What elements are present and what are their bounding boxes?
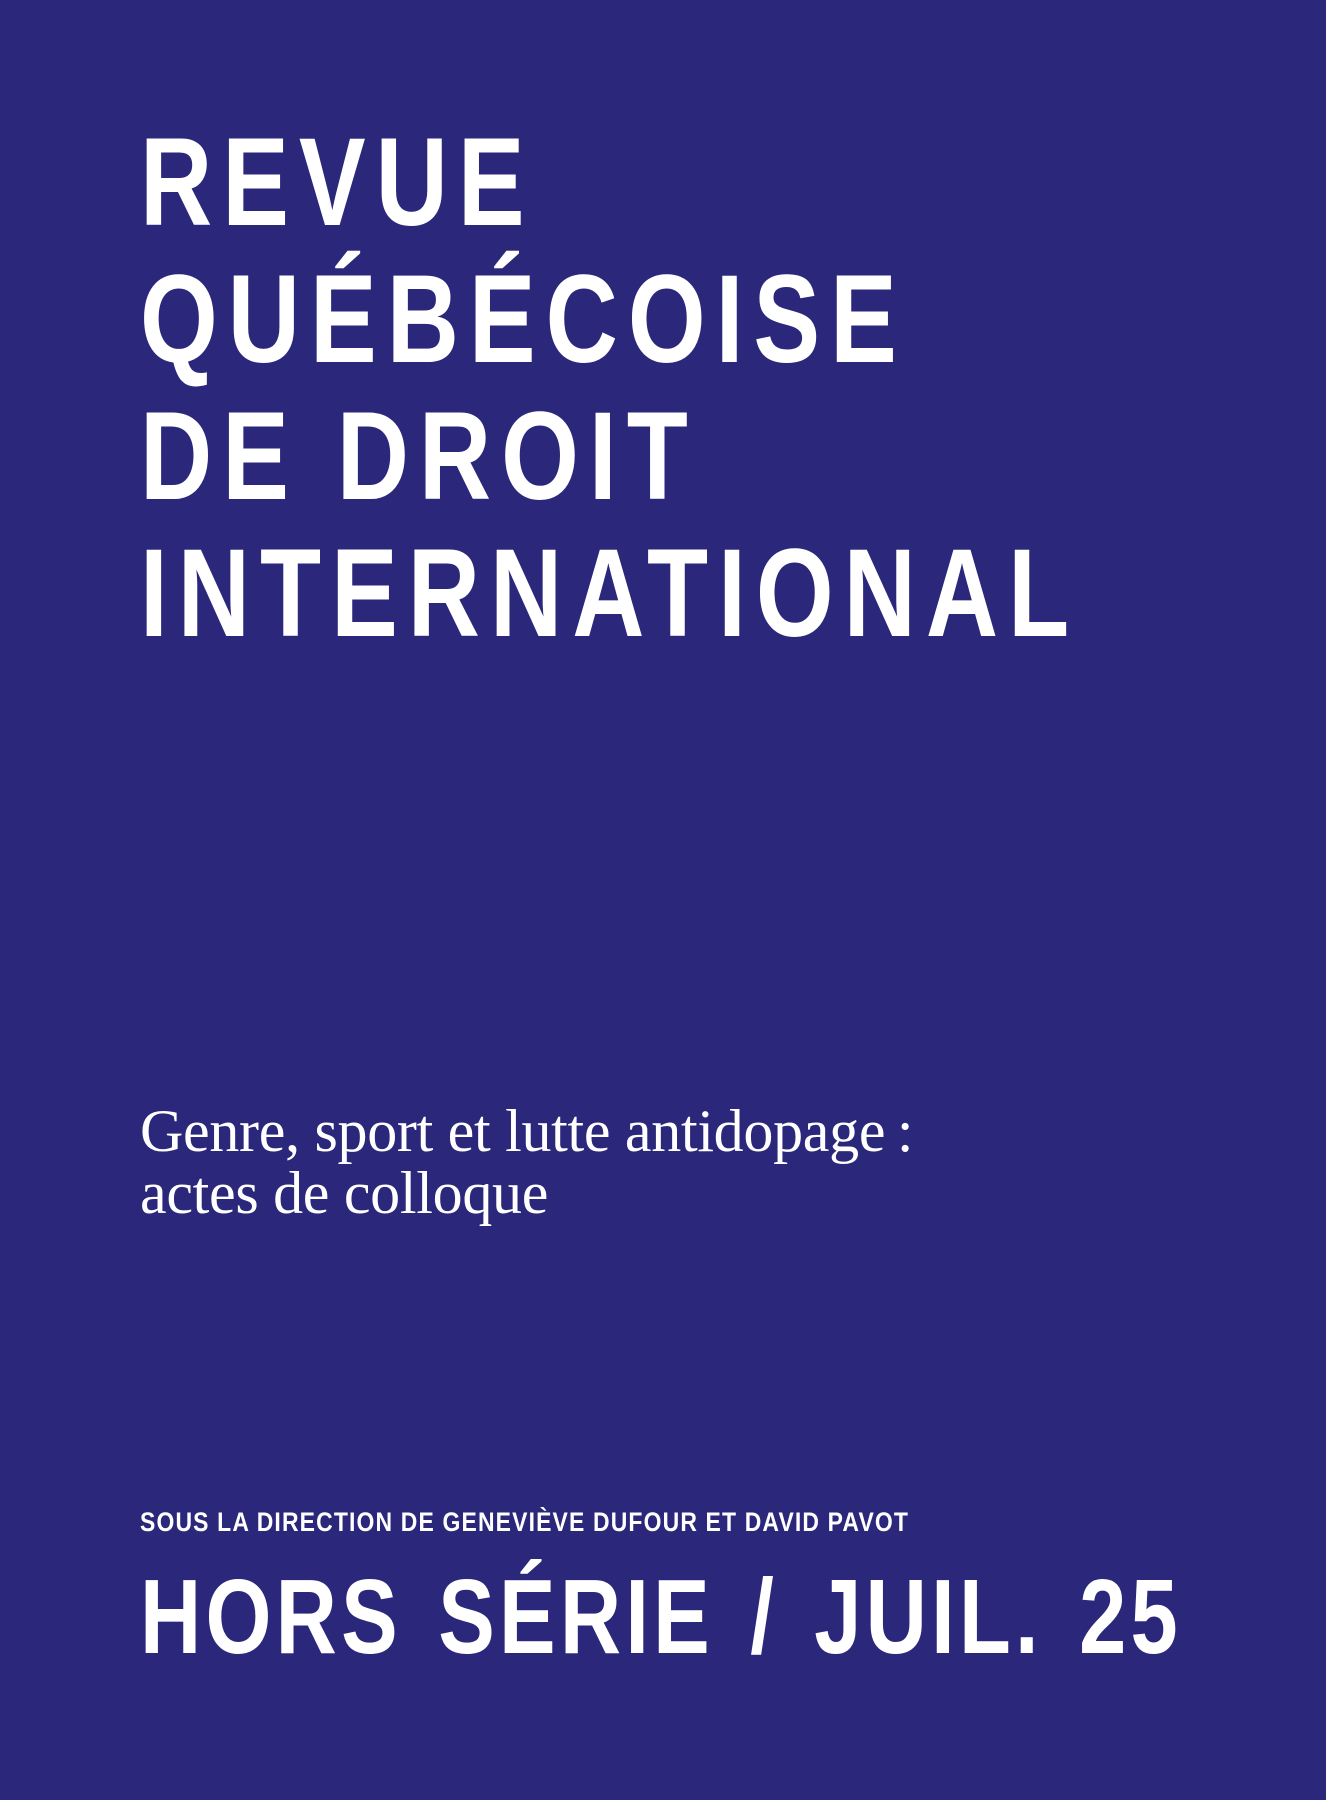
- editors-credit: SOUS LA DIRECTION DE GENEVIÈVE DUFOUR ET DAVID PAVOT: [140, 1507, 910, 1537]
- issue-number-date: HORS SÉRIE / JUIL. 25: [140, 1558, 1182, 1676]
- journal-title-line-2: QUÉBÉCOISE: [140, 250, 907, 389]
- journal-title-line-3: DE DROIT: [140, 387, 698, 526]
- journal-title: [140, 114, 1079, 662]
- issue-subtitle-line-1: Genre, sport et lutte antidopage :: [140, 1098, 914, 1164]
- journal-title-line-1: REVUE: [140, 113, 535, 252]
- issue-subtitle: [140, 1100, 913, 1224]
- issue-subtitle-line-2: actes de colloque: [140, 1160, 549, 1226]
- journal-title-line-4: INTERNATIONAL: [140, 524, 1080, 663]
